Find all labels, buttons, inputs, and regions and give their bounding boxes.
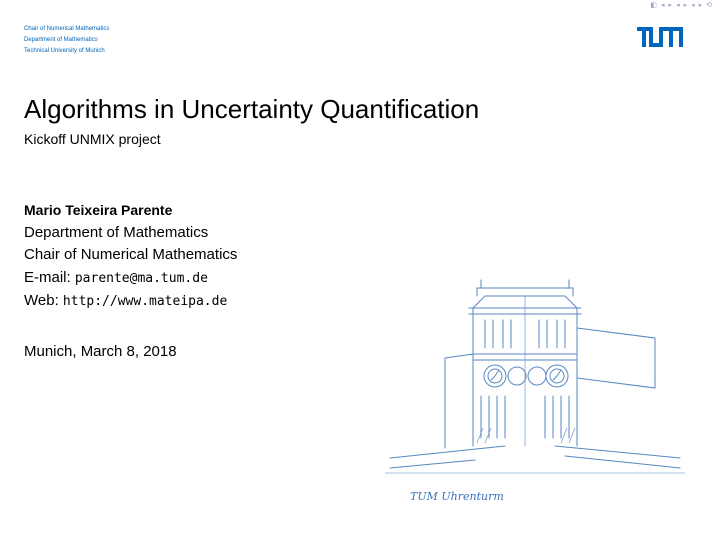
header-university: Technical University of Munich: [24, 48, 105, 54]
header-chair: Chair of Numerical Mathematics: [24, 26, 110, 32]
presentation-date: Munich, March 8, 2018: [24, 343, 177, 360]
nav-control-6[interactable]: ▸: [698, 2, 703, 9]
tum-clock-tower-sketch-icon: [385, 268, 685, 508]
author-department: Department of Mathematics: [24, 223, 209, 241]
sketch-caption: TUM Uhrenturm: [410, 490, 504, 503]
author-web-row: [24, 290, 237, 314]
nav-control-4[interactable]: ▸: [683, 2, 688, 9]
nav-control-7[interactable]: ⟲: [706, 2, 712, 9]
beamer-navigation-controls[interactable]: [650, 2, 712, 10]
web-label: Web:: [24, 292, 59, 309]
nav-control-0[interactable]: ◧: [650, 2, 658, 9]
presentation-subtitle: Kickoff UNMIX project: [24, 131, 161, 147]
nav-control-5[interactable]: ◂: [691, 2, 695, 9]
author-block: [24, 199, 237, 314]
web-link[interactable]: http://www.mateipa.de: [62, 294, 228, 309]
email-link[interactable]: parente@ma.tum.de: [74, 270, 208, 286]
author-email-row: [24, 267, 237, 291]
email-label: E-mail:: [24, 268, 71, 286]
header-affiliation: [24, 24, 109, 57]
header-department: Department of Mathematics: [24, 37, 98, 43]
author-name: Mario Teixeira Parente: [24, 202, 173, 218]
nav-control-2[interactable]: ▸: [668, 2, 673, 9]
nav-control-3[interactable]: ◂: [676, 2, 680, 9]
author-chair: Chair of Numerical Mathematics: [24, 246, 238, 263]
nav-control-1[interactable]: ◂: [661, 2, 665, 9]
tum-logo-icon: [637, 27, 683, 47]
presentation-title: Algorithms in Uncertainty Quantification: [24, 94, 480, 124]
